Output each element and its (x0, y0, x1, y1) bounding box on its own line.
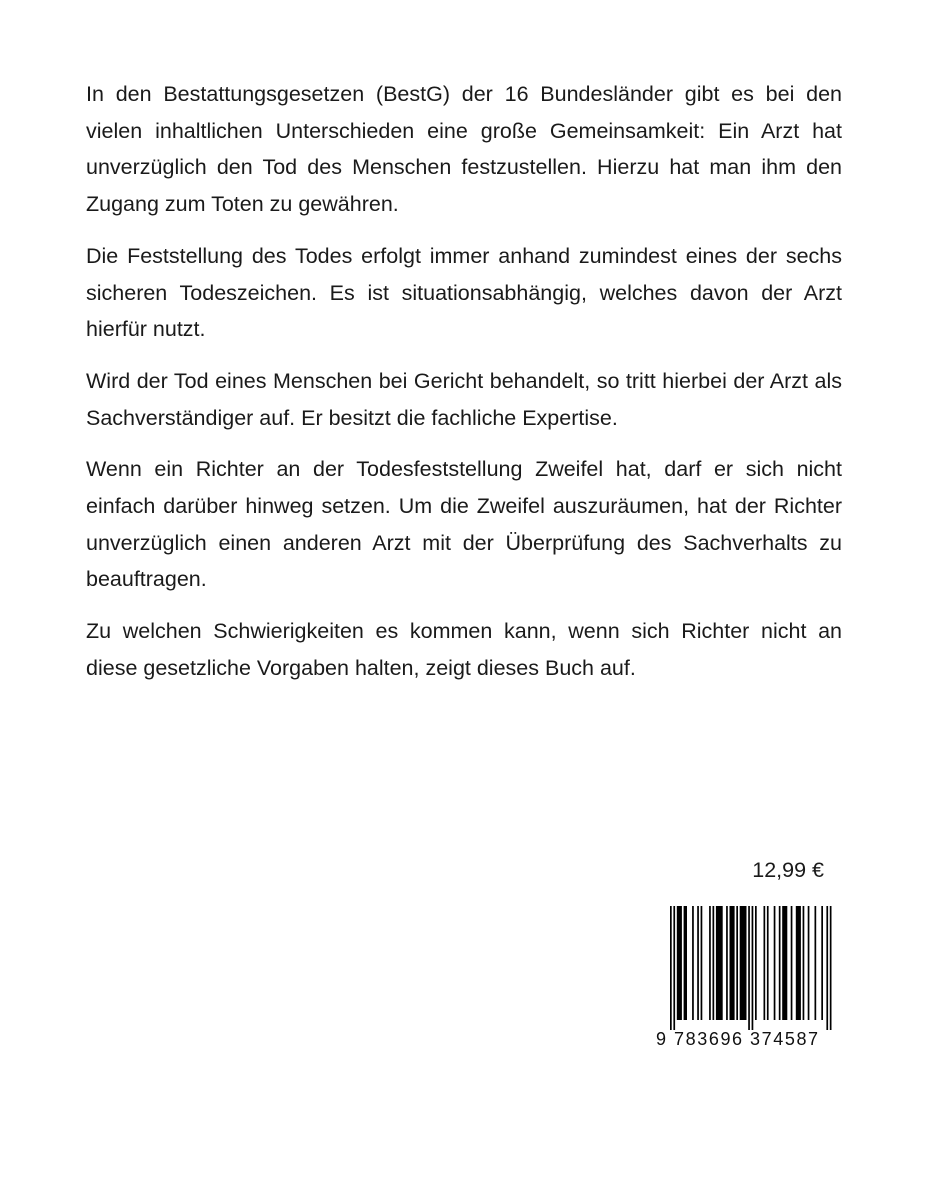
barcode-bar (697, 906, 699, 1020)
price-label: 12,99 € (752, 858, 824, 882)
barcode-bars (650, 906, 840, 1030)
barcode-bar (830, 906, 832, 1030)
barcode-bar (803, 906, 805, 1020)
barcode-bar (767, 906, 769, 1020)
barcode-bar (740, 906, 747, 1020)
barcode-bar (821, 906, 823, 1020)
barcode-bar (748, 906, 750, 1030)
barcode-bar (755, 906, 757, 1020)
barcode-bar (736, 906, 738, 1020)
paragraph-2: Die Feststellung des Todes erfolgt immer anhand zumindest eines der sechs sicheren Todeszeichen. Es ist situationsabhängig, welches davon der Arzt hierfür nutzt. (86, 243, 842, 342)
barcode-bar (779, 906, 781, 1020)
barcode-bar (808, 906, 810, 1020)
barcode-bar (677, 906, 682, 1020)
barcode-bar (716, 906, 723, 1020)
barcode-bar (673, 906, 675, 1030)
barcode-bar (796, 906, 801, 1020)
barcode-first-digit: 9 (656, 1029, 667, 1049)
barcode-bar (752, 906, 754, 1030)
barcode-bar (692, 906, 694, 1020)
paragraph-4: Wenn ein Richter an der Todesfeststellung Zweifel hat, darf er sich nicht einfach darüber hinweg setzen. Um die Zweifel auszuräumen, hat der Richter unverzüglich einen anderen Arzt mit der Überprüfung des Sachverhalts zu beauftragen. (86, 457, 842, 592)
paragraph-1: In den Bestattungsgesetzen (BestG) der 16 Bundesländer gibt es bei den vielen inhaltlichen Unterschieden eine große Gemeinsamkeit: Ein Arzt hat unverzüglich den Tod des Menschen festzustellen. Hierzu hat man ihm den Zugang zum Toten zu gewähren. (86, 82, 842, 217)
barcode-bar (670, 906, 672, 1030)
back-cover-text (86, 76, 842, 702)
barcode-bar (713, 906, 715, 1020)
isbn-barcode (650, 906, 840, 1056)
barcode-bar (726, 906, 728, 1020)
barcode-bar (826, 906, 828, 1030)
barcode-bar (815, 906, 817, 1020)
paragraph-5: Zu welchen Schwierigkeiten es kommen kann, wenn sich Richter nicht an diese gesetzliche Vorgaben halten, zeigt dieses Buch auf. (86, 619, 842, 680)
barcode-bar (709, 906, 711, 1020)
barcode-left-digits: 783696 (674, 1029, 744, 1049)
barcode-bar (774, 906, 776, 1020)
barcode-bar (782, 906, 787, 1020)
barcode-right-digits: 374587 (750, 1029, 820, 1049)
barcode-bar (764, 906, 766, 1020)
barcode-bar (791, 906, 793, 1020)
barcode-bar (684, 906, 687, 1020)
paragraph-3: Wird der Tod eines Menschen bei Gericht behandelt, so tritt hierbei der Arzt als Sachverständiger auf. Er besitzt die fachliche Expertise. (86, 368, 842, 430)
barcode-bar (730, 906, 735, 1020)
barcode-bar (701, 906, 703, 1020)
